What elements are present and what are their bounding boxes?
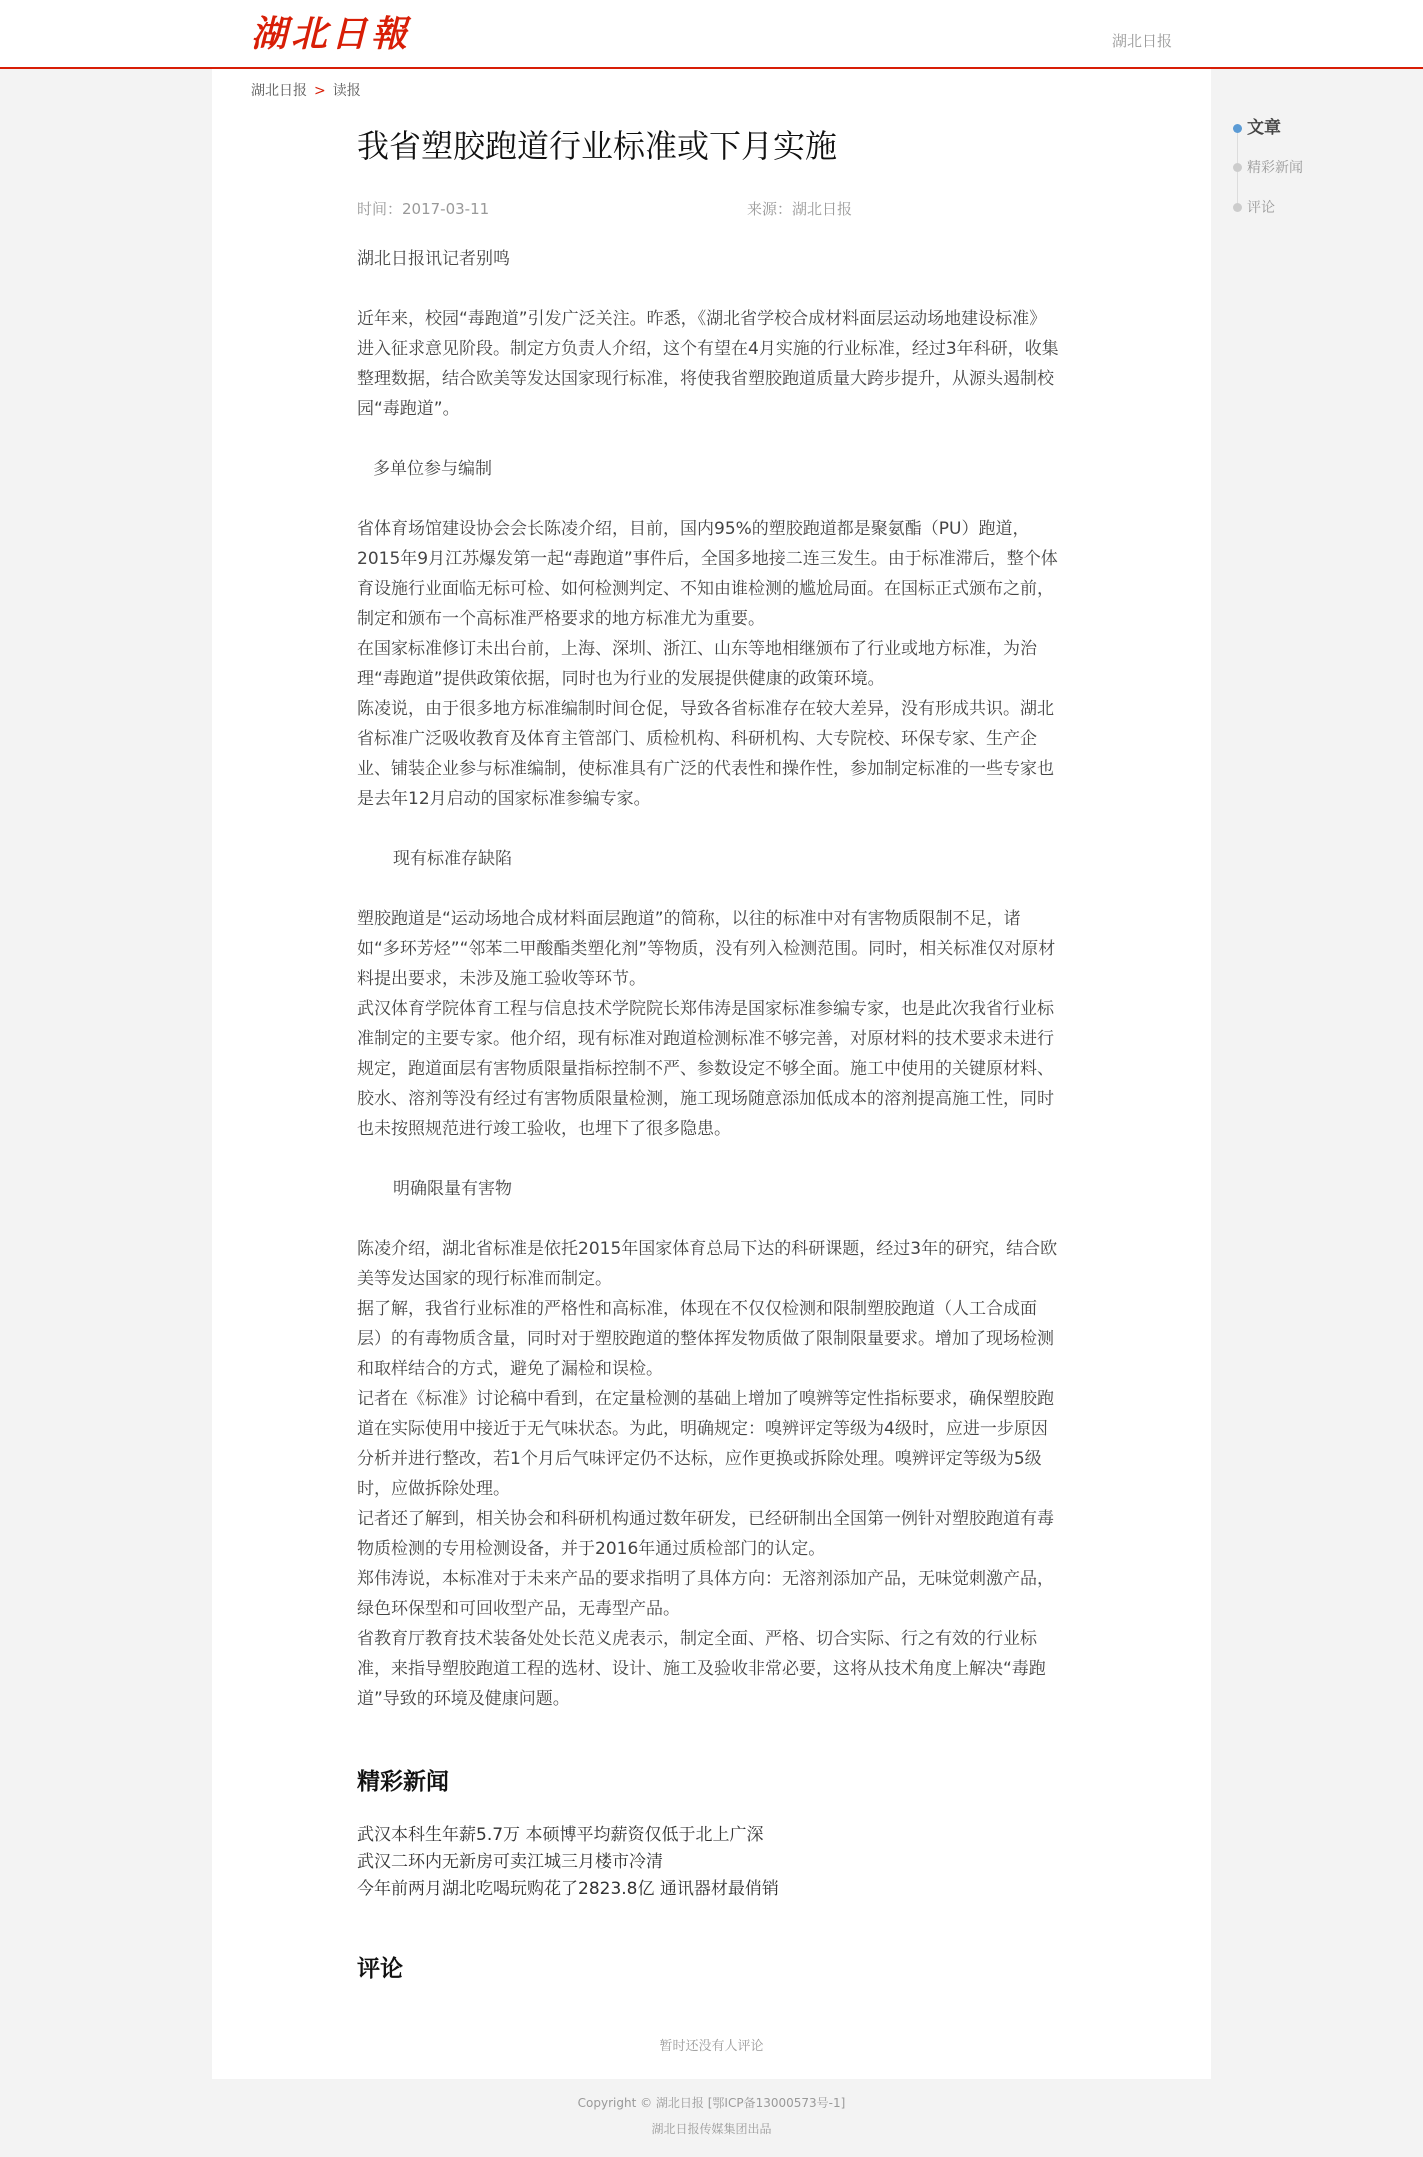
featured-news-list <box>357 1822 1059 1903</box>
article-meta <box>357 198 1059 222</box>
active-dot-icon <box>1233 124 1242 133</box>
section-2-paragraph: 武汉体育学院体育工程与信息技术学院院长郑伟涛是国家标准参编专家，也是此次我省行业标准制定的主要专家。他介绍，现有标准对跑道检测标准不够完善，对原材料的技术要求未进行规定，跑道面层有害物质限量指标控制不严、参数设定不够全面。施工中使用的关键原材料、胶水、溶剂等没有经过有害物质限量检测，施工现场随意添加低成本的溶剂提高施工性，同时也未按照规范进行竣工验收，也埋下了很多隐患。 <box>357 999 1054 1139</box>
article-source: 来源：湖北日报 <box>747 200 853 218</box>
section-2-paragraph: 塑胶跑道是“运动场地合成材料面层跑道”的简称，以往的标准中对有害物质限制不足，诸如“多环芳烃”“邻苯二甲酸酯类塑化剂”等物质，没有列入检测范围。同时，相关标准仅对原材料提出要求，未涉及施工验收等环节。 <box>357 909 1056 989</box>
section-1-body <box>357 514 1059 814</box>
featured-news-title: 精彩新闻 <box>357 1769 449 1795</box>
breadcrumb-home-link[interactable]: 湖北日报 <box>251 83 307 99</box>
article-body <box>357 244 1059 1714</box>
article-intro: 近年来，校园“毒跑道”引发广泛关注。昨悉，《湖北省学校合成材料面层运动场地建设标准》进入征求意见阶段。制定方负责人介绍，这个有望在4月实施的行业标准，经过3年科研，收集整理数据，结合欧美等发达国家现行标准，将使我省塑胶跑道质量大跨步提升，从源头遏制校园“毒跑道”。 <box>357 309 1059 419</box>
copyright-text: Copyright © 湖北日报 [鄂ICP备13000573号-1] <box>577 2096 846 2110</box>
section-3-paragraph: 记者还了解到，相关协会和科研机构通过数年研发，已经研制出全国第一例针对塑胶跑道有毒物质检测的专用检测设备，并于2016年通过质检部门的认定。 <box>357 1509 1054 1559</box>
side-nav-label: 精彩新闻 <box>1247 160 1303 176</box>
breadcrumb-current-link[interactable]: 读报 <box>332 83 361 99</box>
section-3-paragraph: 郑伟涛说，本标准对于未来产品的要求指明了具体方向：无溶剂添加产品，无味觉刺激产品，绿色环保型和可回收型产品，无毒型产品。 <box>357 1569 1054 1619</box>
comments-section <box>357 1949 1059 1989</box>
section-3-paragraph: 省教育厅教育技术装备处处长范义虎表示，制定全面、严格、切合实际、行之有效的行业标准，来指导塑胶跑道工程的选材、设计、施工及验收非常必要，这将从技术角度上解决“毒跑道”导致的环境及健康问题。 <box>357 1629 1046 1709</box>
side-nav-item-news[interactable] <box>1233 156 1353 196</box>
news-link[interactable]: 武汉二环内无新房可卖江城三月楼市冷清 <box>357 1852 663 1872</box>
page-footer <box>0 2090 1423 2142</box>
side-anchor-nav <box>1233 116 1353 236</box>
breadcrumb-separator: > <box>314 83 326 99</box>
section-heading-1: 多单位参与编制 <box>373 459 492 479</box>
side-nav-label: 文章 <box>1247 118 1281 138</box>
section-1-paragraph: 在国家标准修订未出台前，上海、深圳、浙江、山东等地相继颁布了行业或地方标准，为治理“毒跑道”提供政策依据，同时也为行业的发展提供健康的政策环境。 <box>357 639 1037 689</box>
article-title: 我省塑胶跑道行业标准或下月实施 <box>357 127 838 165</box>
side-nav-label: 评论 <box>1247 200 1275 216</box>
article-time: 时间：2017-03-11 <box>357 200 490 218</box>
dot-icon <box>1233 203 1242 212</box>
top-bar <box>0 0 1423 69</box>
side-nav-item-article[interactable] <box>1233 116 1353 156</box>
news-link[interactable]: 今年前两月湖北吃喝玩购花了2823.8亿 通讯器材最俏销 <box>357 1879 779 1899</box>
news-link[interactable]: 武汉本科生年薪5.7万 本硕博平均薪资仅低于北上广深 <box>357 1825 764 1845</box>
top-home-link[interactable]: 湖北日报 <box>1111 32 1172 50</box>
featured-news-section <box>357 1762 1059 1903</box>
breadcrumb <box>251 80 361 100</box>
section-3-body <box>357 1234 1059 1714</box>
section-3-paragraph: 记者在《标准》讨论稿中看到，在定量检测的基础上增加了嗅辨等定性指标要求，确保塑胶跑道在实际使用中接近于无气味状态。为此，明确规定：嗅辨评定等级为4级时，应进一步原因分析并进行整改，若1个月后气味评定仍不达标，应作更换或拆除处理。嗅辨评定等级为5级时，应做拆除处理。 <box>357 1389 1054 1499</box>
section-3-paragraph: 陈凌介绍，湖北省标准是依托2015年国家体育总局下达的科研课题，经过3年的研究，结合欧美等发达国家的现行标准而制定。 <box>357 1239 1058 1289</box>
section-3-paragraph: 据了解，我省行业标准的严格性和高标准，体现在不仅仅检测和限制塑胶跑道（人工合成面层）的有毒物质含量，同时对于塑胶跑道的整体挥发物质做了限制限量要求。增加了现场检测和取样结合的方式，避免了漏检和误检。 <box>357 1299 1054 1379</box>
section-1-paragraph: 省体育场馆建设协会会长陈凌介绍，目前，国内95%的塑胶跑道都是聚氨酯（PU）跑道，2015年9月江苏爆发第一起“毒跑道”事件后，全国多地接二连三发生。由于标准滞后，整个体育设施行业面临无标可检、如何检测判定、不知由谁检测的尴尬局面。在国标正式颁布之前，制定和颁布一个高标准严格要求的地方标准尤为重要。 <box>357 519 1058 629</box>
comments-title: 评论 <box>357 1956 403 1982</box>
article <box>357 118 1059 1989</box>
no-comments-text: 暂时还没有人评论 <box>659 2039 764 2054</box>
dot-icon <box>1233 163 1242 172</box>
producer-text: 湖北日报传媒集团出品 <box>651 2122 772 2136</box>
section-2-body <box>357 904 1059 1144</box>
section-1-paragraph: 陈凌说，由于很多地方标准编制时间仓促，导致各省标准存在较大差异，没有形成共识。湖北省标准广泛吸收教育及体育主管部门、质检机构、科研机构、大专院校、环保专家、生产企业、铺装企业参与标准编制，使标准具有广泛的代表性和操作性，参加制定标准的一些专家也是去年12月启动的国家标准参编专家。 <box>357 699 1054 809</box>
section-heading-2: 现有标准存缺陷 <box>393 849 512 869</box>
site-logo[interactable]: 湖北日報 <box>251 13 412 55</box>
section-heading-3: 明确限量有害物 <box>393 1179 512 1199</box>
article-byline: 湖北日报讯记者别鸣 <box>357 249 510 269</box>
side-nav-item-comments[interactable] <box>1233 196 1353 236</box>
